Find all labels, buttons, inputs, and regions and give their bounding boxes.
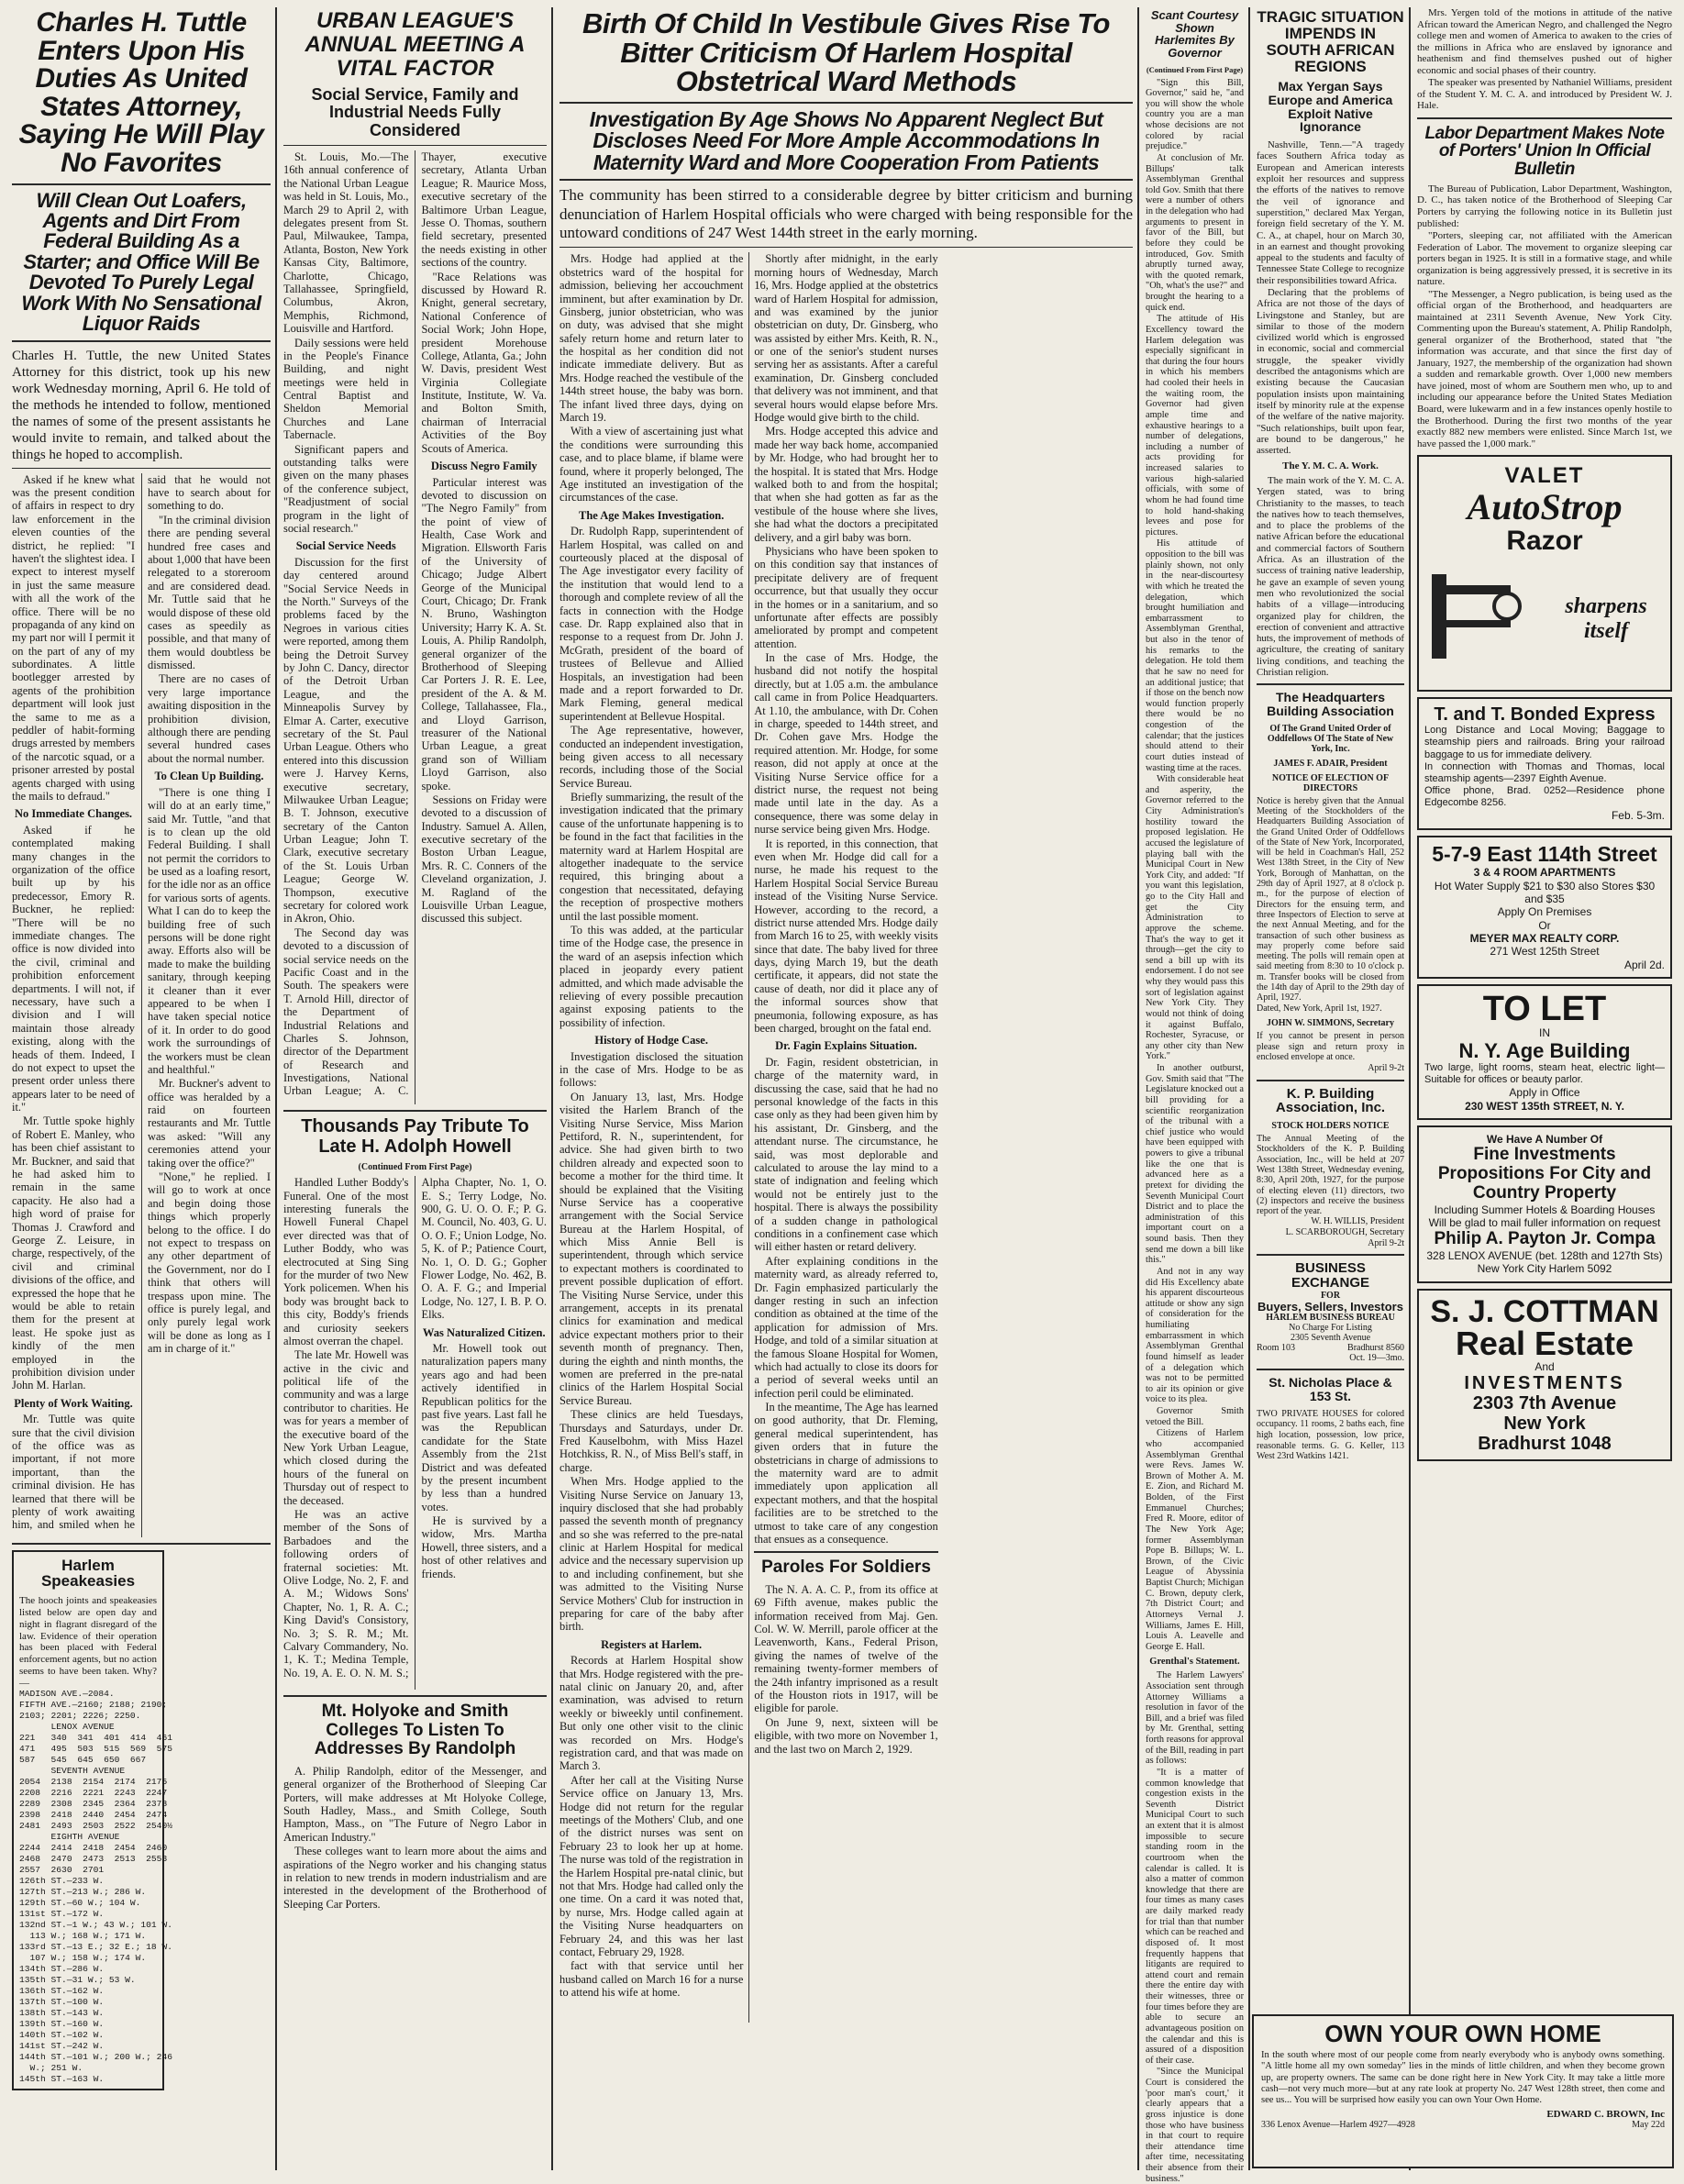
paragraph: "It is a matter of common knowledge that congestion exists in the Seventh District Municipal Court to such an extent that it is almost impossible to secure standing room in the courtroom when the calendar is called. It is also a matter of common knowledge that there are four times as many cases are daily marked ready for trial than that number which can be reached and disposed of. It most frequently happens that litigants are required to attend court and remain there the entire day with their witnesses, three or four times before they are able to secure an advantageous position on the calendar and this is assured of a disposition of their case. <box>1146 1767 1244 2066</box>
headquarters-notice-line: NOTICE OF ELECTION OF DIRECTORS <box>1271 772 1390 793</box>
subheading: Registers at Harlem. <box>601 1637 703 1651</box>
paragraph: The attitude of His Excellency toward the Harlem delegation was especially significant in that during the four hours in which his members had cooled their heels in the waiting room, the Governor had given ample time and exhaustive hearings to a number of delegations, including a number of acts providing for increased salaries to various high-salaried officials, with some of whom he had found time to hold hand-shaking levees and pose for pictures. <box>1146 314 1244 538</box>
paragraph: Shortly after midnight, in the early morning hours of Wednesday, March 16, Mrs. Hodge applied at the obstetrics ward of Harlem Hospital for admission, and was examined by the junior obstetrician on duty, Dr. Ginsberg, who was assisted by either Mrs. Keith, R. N., or one of the senior's student nurses serving her as assistants. After a careful examination, Dr. Ginsberg concluded that delivery was not imminent, and that several hours would elapse before Mrs. Hodge would give birth to the child. <box>754 252 938 425</box>
headquarters-date: Dated, New York, April 1st, 1927. <box>1257 1003 1382 1014</box>
to-let-ad <box>1417 984 1672 1120</box>
column-rule <box>1248 7 1250 2170</box>
column-rule <box>1137 7 1139 2170</box>
business-exchange-sub: Buyers, Sellers, Investors <box>1257 1299 1403 1314</box>
payton-including: Including Summer Hotels & Boarding Houses <box>1434 1203 1656 1217</box>
paragraph: The Second day was devoted to a discussion of social service needs on the Pacific Coast and in the South. The speakers were T. Arnold Hill, director of the Department of Industrial Relations and Charles S. Johnson, director of the Department of Research and Investigations, National Urban League; A. C. Thayer, executive secretary, Atlanta Urban League; R. Maurice Moss, executive secretary of the Baltimore Urban League, Jesse O. Thomas, southern field secretary, presented the needs existing in other sections of the country. <box>283 150 547 1098</box>
kp-body: The Annual Meeting of the Stockholders of the K. P. Building Association, Inc., will be held at 207 West 138th Street, Wednesday evening, 8:30, April 20th, 1927, for the purpose of electing eleven (11) directors, two (2) inspectors and receive the business report of the year. <box>1257 1134 1404 1217</box>
business-exchange-end: Oct. 19—3mo. <box>1349 1353 1404 1364</box>
apartments-ad <box>1417 836 1672 979</box>
paragraph: To this was added, at the particular time of the Hodge case, the presence in the ward of an asepsis infection which placed in jeopardy every patient admitted, and which made advisable the relieving of every possible precaution against exposing patients to the possibility of infection. <box>559 924 744 1029</box>
headquarters-secretary: JOHN W. SIMMONS, Secretary <box>1267 1018 1394 1029</box>
paragraph: Physicians who have been spoken to on this condition say that instances of precipitate delivery are of frequent occurrence, but that usually they occur in the homes or in a sanitarium, and so unfortunate after effects are possibly ameliorated by prompt and competent attention. <box>754 544 938 650</box>
headquarters-president: JAMES F. ADAIR, President <box>1273 758 1388 769</box>
to-let-in: IN <box>1539 1026 1550 1040</box>
paragraph: "None," he replied. I will go to work at once and begin doing those things which properly belong to the office. I do not expect to trespass on any other department of the Government, nor do I think that others will trespass upon mine. The office is purely legal, and only purely legal work will be done as long as I am in charge of it." <box>148 1170 271 1356</box>
paragraph: Mr. Buckner's advent to office was heralded by a raid on fourteen restaurants and Mr. Tuttle was asked: "Will any ceremonies attend your taking over the office?" <box>148 1077 271 1170</box>
howell-headline: Thousands Pay Tribute To Late H. Adolph Howell <box>301 1116 529 1157</box>
cottman-address: 2303 7th Avenue <box>1472 1392 1617 1414</box>
kp-secretary: L. SCARBOROUGH, Secretary <box>1285 1227 1404 1238</box>
paragraph: Mr. Tuttle spoke highly of Robert E. Manley, who has been chief assistant to Mr. Buckner, and said that he had asked him to remain in the same capacity. He also had a high word of praise for Thomas J. Crawford and George Z. Leisure, in charge, respectively, of the civil and criminal divisions of the office, and expressed the hope that he would be able to retain them for the present at least. He spoke just as kindly of the men employed in the prohibition division under John M. Harlan. <box>12 1114 135 1392</box>
urban-league-headline: URBAN LEAGUE'S ANNUAL MEETING A VITAL FACTOR <box>305 8 526 81</box>
paragraph: His attitude of opposition to the bill was plainly shown, not only in the near-discourtesy with which he treated the delegation, which brought humiliation and embarrassment to Assemblyman Grenthal, but also in the tenor of his remarks to the delegation. He told them that he saw no need for an additional justice; that if those on the bench now would function properly there would be no congestion of the calendar; that the justices should attend to their court duties instead of wasting time at the races. <box>1146 538 1244 773</box>
holyoke-body <box>283 1765 547 1911</box>
paragraph: After her call at the Visiting Nurse Service office on January 13, Mrs. Hodge did not return for the regular meetings of the Mothers' Club, and one of the district nurses was sent on February 23 to look her up at home. The nurse was told of the registration in the Harlem Hospital pre-natal clinic, but not that Mrs. Hodge had called only the one time. On a card it was noted that, by nurse, Mrs. Hodge called again at the Visiting Nurse headquarters on February 24, and this was her last contact, February 29, 1928. <box>559 1773 744 1958</box>
own-home-footer <box>1261 2120 1665 2130</box>
paragraph: "There is one thing I will do at an early time," said Mr. Tuttle, "and that is to clean up the old Federal Building. I shall not permit the corridors to be used as a loafing resort, for the idle nor as an office for various sorts of agents. What I can do to keep the building free of such persons will be done right away. Efforts also will be made to make the building sanitary, through keeping it cleaner than it ever appeared to be when I have taken special notice of it. In order to do good work the surroundings of the workers must be clean and healthful." <box>148 785 271 1076</box>
paragraph: Dr. Rudolph Rapp, superintendent of Harlem Hospital, was called on and courteously placed at the disposal of The Age investigator every facility of the institution that would lend to a thorough and complete review of all the facts in connection with the Hodge case. Dr. Rapp explained also that in response to a request from Dr. John J. McGrath, president of the board of trustees of Bellevue and Allied Hospitals, an investigation had been made and a report forwarded to Dr. Mark Fleming, general medical superintendent at Bellevue Hospital. <box>559 525 744 723</box>
paragraph: On June 9, next, sixteen will be eligible, with two more on November 1, and the last two on March 2, 1929. <box>754 1715 938 1756</box>
paragraph: With a view of ascertaining just what the conditions were surrounding this case, and to place blame, if blame were found, where it properly belonged, The Age instituted an investigation of the circumstances of the case. <box>559 425 744 504</box>
headquarters-proxy: If you cannot be present in person please sign and return proxy in enclosed envelope at once. <box>1257 1031 1404 1063</box>
kp-notice-line: STOCK HOLDERS NOTICE <box>1271 1121 1390 1132</box>
paragraph: In the meantime, The Age has learned on good authority, that Dr. Fleming, general medical superintendent, has given orders that in future the obstetricians in charge of admissions to the maternity ward are to admit immediately upon application all expectant mothers, and that the hospital facilities are to be stretched to the utmost to take care of any congestion that ensues as a consequence. <box>754 1401 938 1546</box>
subheading: Was Naturalized Citizen. <box>422 1325 546 1339</box>
subheading: Social Service Needs <box>295 539 396 553</box>
column-1 <box>7 7 275 2170</box>
paragraph: Handled Luther Boddy's Funeral. One of the most interesting funerals the Howell Funeral Chapel ever directed was that of Luther Boddy, who was electrocuted at Sing Sing for the murder of two New York policemen. When his body was brought back to this city, Boddy's friends and curiosity seekers almost overran the chapel. <box>283 1176 409 1347</box>
governor-body <box>1146 78 1244 2184</box>
paragraph: Dr. Fagin, resident obstetrician, in charge of the maternity ward, in discussing the case, said that he had no personal knowledge of the facts in this case only as they had been given him by his assistant, Dr. Ginsberg, and the attendant nurse. The circumstance, he said, was most deplorable and calculated to arouse the lay mind to a state of indignation and feeling which would not be entirely just to the hospital. There is always the possibility of a sudden change in pathological conditions in a confinement case which will either hasten or retard delivery. <box>754 1055 938 1254</box>
autostrop-ad <box>1417 455 1672 692</box>
column-6 <box>1413 7 1677 2007</box>
paragraph: Declaring that the problems of Africa are not those of the days of Livingstone and Stanley, but are similar to those of the modern civilized world which is engrossed in economic, social and commercial struggle, the speaker vividly described the antagonisms which are existing because the Caucasian population insists upon maintaining itself by minority rule at the expense of the welfare of the native majority. "Such relationships, built upon fear, are bound to be dangerous," he asserted. <box>1257 286 1404 457</box>
own-home-address: 336 Lenox Avenue—Harlem 4927—4928 <box>1261 2120 1415 2131</box>
paragraph: "In the criminal division there are pending several hundred free cases and about 1,000 that have been relegated to a storeroom and are considered dead. Mr. Tuttle said that he would dispose of these old cases as speedily as possible, and that many of them would doubtless be dismissed. <box>148 513 271 672</box>
to-let-address: 230 WEST 135th STREET, N. Y. <box>1465 1099 1624 1113</box>
continued-note: (Continued From First Page) <box>1146 64 1244 74</box>
divider <box>12 183 271 185</box>
paragraph: "Since the Municipal Court is considered the 'poor man's court,' it clearly appears that a gross injustice is done those who have business in that court to require their attendance time after time, necessitating their absence from their business." <box>1146 2067 1244 2184</box>
column-2 <box>279 7 551 2170</box>
subheading: No Immediate Changes. <box>14 807 133 821</box>
tuttle-body <box>12 473 271 1537</box>
paragraph: Asked if he contemplated making many changes in the organization of the office built up by his predecessor, Emory R. Buckner, he replied: "There will be no immediate changes. The office is now divided into the civil, criminal and prohibition enforcement departments. I will not, if necessary, have such a division and I will maintain those already existing, along with the heads of them. Indeed, I do not expect to upset the present order unless there appears later to be need of it." <box>12 823 135 1114</box>
divider <box>12 468 271 469</box>
apartments-or: Or <box>1538 918 1551 932</box>
divider <box>283 145 547 146</box>
divider <box>754 1551 937 1553</box>
apartments-body: Hot Water Supply $21 to $30 also Stores $30 and $35 <box>1434 879 1656 905</box>
payton-glad: Will be glad to mail fuller information on request <box>1428 1216 1661 1230</box>
paragraph: These colleges want to learn more about the aims and aspirations of the Negro worker and his changing status in relation to new trends in modern industrialism and are interested in the development of the Brotherhood of Sleeping Car Porters. <box>283 1845 547 1911</box>
paragraph: The main work of the Y. M. C. A. Yergen stated, was to bring Christianity to the masses, to teach the natives how to teach themselves, and to place the problems of the native African before the educational and commercial factors of Southern Africa. As an illustration of the success of training native leadership, he gave an example of seven young men who revolutionized the social habits of a village—introducing organized play for children, the erection of convenient and attractive huts, the improvement of methods of agriculture, the creating of sanitary living conditions, and teaching the Christian religion. <box>1257 474 1404 679</box>
column-rule <box>1409 7 1411 2170</box>
divider <box>559 179 1133 181</box>
apartments-sub: 3 & 4 ROOM APARTMENTS <box>1473 866 1616 880</box>
yergen-continued <box>1417 7 1672 112</box>
to-let-title: TO LET <box>1482 990 1607 1029</box>
express-end: Feb. 5-3m. <box>1611 809 1665 823</box>
to-let-sub: N. Y. Age Building <box>1458 1038 1631 1062</box>
holyoke-headline: Mt. Holyoke and Smith Colleges To Listen To Addresses By Randolph <box>314 1702 516 1759</box>
urban-league-subhead: Social Service, Family and Industrial Needs Fully Considered <box>311 84 519 139</box>
paragraph: A. Philip Randolph, editor of the Messenger, and general organizer of the Brotherhood of Sleeping Car Porters, will make addresses at Mt Holyoke College, South Hadley, Mass., and Smith College, South Hampton, Mass., on "The Future of Negro Labor in American Industry." <box>283 1764 547 1844</box>
continued-note: (Continued From First Page) <box>358 1162 472 1173</box>
business-exchange-address: 2305 Seventh Avenue <box>1290 1333 1371 1344</box>
payton-title: Fine Investments Propositions For City and Country Property <box>1437 1145 1652 1203</box>
labor-headline: Labor Department Makes Note of Porters' Union In Official Bulletin <box>1424 123 1665 179</box>
paragraph: It is reported, in this connection, that even when Mr. Hodge did call for a nurse, he made his request to the Harlem Hospital Social Service Bureau instead of the Visiting Nurse Service. However, according to the record, a district nurse attended Mrs. Hodge daily from March 16 to 25, with weekly visits since that date. The baby lived for three days, dying March 19, but the death certificate, it appears, did not state the cause of death, nor did it place any of the informal sources show that pneumonia, following exposure, as has been charged, brought on the fatal end. <box>754 837 938 1036</box>
subheading: The Age Makes Investigation. <box>578 508 725 522</box>
payton-address: 328 LENOX AVENUE (bet. 128th and 127th Sts) New York City Harlem 5092 <box>1426 1248 1663 1276</box>
paragraph: At conclusion of Mr. Billups' talk Assemblyman Grenthal told Gov. Smith that there were a number of others in the delegation who had arguments to present in favor of the Bill, but before they could be introduced, Gov. Smith abruptly turned away, with the quoted remark, "Oh, what's the use?" and brought the hearing to a quick end. <box>1146 152 1244 313</box>
column-rule <box>551 7 553 2170</box>
urban-league-body <box>283 150 547 1104</box>
paragraph: Nashville, Tenn.—"A tragedy faces Southern Africa today as European and American interests exploit her resources and suppress the efforts of the natives to remove the veil of ignorance and superstition," declared Max Yergan, foreign field secretary of the Y. M. C. A., at chapel, hour on March 30, in an earnest and thought provoking appeal to the students and faculty of Tennessee State College to recognize their responsibilities toward Africa. <box>1257 139 1404 286</box>
paragraph: With considerable heat and asperity, the Governor referred to the City Administration's hostility toward the proposed legislation. He accused the legislature of playing ball with the Municipal Court in New York City, and added: "If you want this legislation, go to the City Hall and get the City Administration to approve the scheme. That's the way to get it through—get the city to send a bill up with its endorsement. I do not see why they would pass this sort of legislation against New York City. They would not think of doing it against Buffalo, Rochester, Syracuse, or any other city than New York." <box>1146 774 1244 1062</box>
paragraph: He was an active member of the Sons of Barbadoes and the following orders of fraternal societies: Mt. Olive Lodge, No. 2, F. and A. M.; Widows Sons' Chapter, No. 1, R. A. C.; King David's Consistory, No. 3; S. R. M.; Mt. Calvary Commandery, No. 1, K. T.; Medina Temple, No. 19, A. E. O. N. M. S.; Alpha Chapter, No. 1, O. E. S.; Terry Lodge, No. 900, G. U. O. O. F.; P. G. M. Council, No. 403, G. U. O. O. F.; Union Lodge, No. 5, K. of P.; Patience Court, No. 1, O. D. G.; Gopher Flower Lodge, No. 462, B. O. A. F. G.; and Imperial Lodge, No. 127, I. B. P. O. Elks. <box>283 1176 547 1680</box>
paragraph: After explaining conditions in the maternity ward, as already referred to, Dr. Fagin emphasized particularly the danger resting in such an infection condition as obtained at the time of the application for admission of Mrs. Hodge, and told of a similar situation at the famous Sloane Hospital for Women, which had actually to close its doors for a period of several weeks until an infection peril could be eliminated. <box>754 1254 938 1400</box>
to-let-apply: Apply in Office <box>1509 1086 1580 1100</box>
cottman-city: New York <box>1503 1413 1586 1434</box>
divider <box>559 102 1133 104</box>
paragraph: "Porters, sleeping car, not affiliated with the American Federation of Labor. The movement to organize sleeping car porters began in 1925. It is still in a formative stage, and while organization is being aggressively pressed, it is secretive in its nature. <box>1417 230 1672 288</box>
paragraph: St. Louis, Mo.—The 16th annual conference of the National Urban League was held in St. Louis, Mo., March 29 to April 2, with delegates present from St. Paul, Milwaukee, Tampa, Atlanta, Boston, New York Kansas City, Baltimore, Charlotte, Chicago, Tallahassee, Springfield, Columbus, Akron, Memphis, Richmond, Louisville and Hartford. <box>283 150 409 336</box>
subheading: Dr. Fagin Explains Situation. <box>775 1039 917 1053</box>
paragraph: Briefly summarizing, the result of the investigation indicated that the primary cause of the unfortunate happening is to be found in the fact that facilities in the maternity ward at Harlem Hospital are altogether inadequate to the service required, this bringing about a congestion that necessitated, defaying the reception of prospective mothers until the last possible moment. <box>559 791 744 923</box>
paragraph: On January 13, last, Mrs. Hodge visited the Harlem Branch of the Visiting Nurse Service, Miss Marion Pettiford, R. N., superintendent, for advice. She had given birth to two children already and expected soon to become a mother for the third time. It should be explained that the Visiting Nurse Service has a cooperative arrangement with the Social Service Bureau at the Harlem Hospital, of which Miss Annie Bell is superintendent, through which service to expectant mothers is coordinated to prevent possible duplication of effort. The Visiting Nurse Service, under this arrangement, accepts in its prenatal clinics for examination and medical advice expectant mothers prior to their seventh month of pregnancy. Then, during the eighth and ninth months, the women are preferred in the pre-natal clinics of the Harlem Hospital Social Service Bureau. <box>559 1090 744 1407</box>
paragraph: Significant papers and outstanding talks were given on the many phases of the conference subject, "Readjustment of social program in the light of social research." <box>283 442 409 535</box>
howell-body <box>283 1176 547 1690</box>
kp-title: K. P. Building Association, Inc. <box>1275 1085 1386 1116</box>
express-ad <box>1417 697 1672 830</box>
subheading: The Y. M. C. A. Work. <box>1282 460 1379 472</box>
column-rule <box>275 7 277 2170</box>
paragraph: Mr. Howell took out naturalization papers many years ago and had been actively identified in Republican politics for the past five years. Last fall he was the Republican candidate for the State Assembly from the 21st District and was defeated by the present incumbent by less than a hundred votes. <box>421 1342 547 1513</box>
paragraph: And not in any way did His Excellency abate his apparent discourteous attitude or show any sign of consideration for the humiliating embarrassment in which Assemblyman Grenthal found himself as leader of a delegation which was not to be permitted to air its opinion or give voice to its plea. <box>1146 1266 1244 1405</box>
speakeasies-title: Harlem Speakeasies <box>40 1556 136 1591</box>
hospital-subhead: Investigation By Age Shows No Apparent Neglect But Discloses Need For More Ample Accommodations In Maternity Ward and More Cooperation From Patients <box>589 106 1103 174</box>
paragraph: Investigation disclosed the situation in the case of Mrs. Hodge to be as follows: <box>559 1049 744 1090</box>
apartments-corp: MEYER MAX REALTY CORP. <box>1469 932 1620 946</box>
headquarters-title: The Headquarters Building Association <box>1267 690 1394 718</box>
tuttle-lead: Charles H. Tuttle, the new United States Attorney for this district, took up his new work Wednesday morning, April 6. He told of the methods he intended to follow, mentioned the names of some of the present assistants he would invite to remain, and talked about the things he hoped to accomplish. <box>12 348 271 462</box>
subheading: To Clean Up Building. <box>154 770 264 783</box>
st-nicholas-ad <box>1257 1376 1404 1461</box>
cottman-investments: INVESTMENTS <box>1464 1372 1625 1393</box>
st-nicholas-title: St. Nicholas Place & 153 St. <box>1269 1375 1392 1404</box>
africa-headline: TRAGIC SITUATION IMPENDS IN SOUTH AFRICAN REGIONS <box>1257 8 1404 75</box>
paragraph: Mrs. Yergen told of the motions in attitude of the native African toward the American Negro, and challenged the Negro college men and women of America to awaken to the cries of the millions in Africa who are enslaved by ignorance and heathenism and find themselves pushed out of higher economic and social phases of their country. <box>1417 7 1672 76</box>
divider <box>1257 1080 1404 1081</box>
paragraph: Citizens of Harlem who accompanied Assemblyman Grenthal were Revs. James W. Brown of Mother A. M. E. Zion, and Richard M. Bolden, of the First Emmanuel Churches; Fred R. Moore, editor of The New York Age; former Assemblyman Pope B. Billups; W. L. Brown, of the Civic League of Abyssinia Baptist Church; Michigan C. Brown, deputy clerk, 7th District Court; and Attorneys Vernal J. Williams, James E. Hill, Louis A. Leavelle and George E. Hall. <box>1146 1428 1244 1652</box>
paragraph: The Age representative, however, conducted an independent investigation, being given access to all necessary records, including those of the Social Service Bureau. <box>559 724 744 790</box>
cottman-and: And <box>1534 1359 1555 1373</box>
subheading: Discuss Negro Family <box>430 460 537 473</box>
paragraph: "Race Relations was discussed by Howard R. Knight, general secretary, National Conference of Social Work; John Hope, president Morehouse College, Atlanta, Ga.; John W. Davis, president West Virginia Collegiate Institute, Institute, W. Va. and Bolton Smith, chairman of Interracial Activities of the Boy Scouts of America. <box>421 270 547 455</box>
divider <box>12 340 271 342</box>
business-exchange-ad <box>1257 1261 1404 1363</box>
apartments-title: 5-7-9 East 114th Street <box>1432 841 1657 866</box>
paragraph: When Mrs. Hodge applied to the Visiting Nurse Service on January 13, inquiry disclosed that she had probably passed the seventh month of pregnancy and so she was referred to the pre-natal clinic at Harlem Hospital for medical advice and the necessary supervision up to and including confinement, but she was admitted to the Visiting Nurse Service Mothers' Club for instruction in preparing for care of the baby after birth. <box>559 1475 744 1634</box>
express-title: T. and T. Bonded Express <box>1434 704 1656 726</box>
kp-end: April 9-2t <box>1368 1237 1404 1248</box>
own-home-body: In the south where most of our people come from nearly everybody who is anybody owns something. "A little home all my own someday" lies in the minds of little children, and when they become grown up, are property owners. The same can be done right here in New York City. It may take a little more cash—not very much more—but at any rate look at property No. 247 West 128th street, then come and see us... You will be surprised how easily you can own Your Own Home. <box>1261 2050 1665 2105</box>
business-exchange-line: No Charge For Listing <box>1289 1323 1372 1334</box>
express-phone: Office phone, Brad. 0252—Residence phone Edgecombe 8256. <box>1424 785 1665 809</box>
apartments-address: 271 West 125th Street <box>1490 945 1600 959</box>
africa-body <box>1257 139 1404 678</box>
business-exchange-room: Room 103 <box>1257 1343 1295 1354</box>
divider <box>1257 683 1404 685</box>
business-exchange-name: HARLEM BUSINESS BUREAU <box>1266 1313 1395 1324</box>
own-home-ad <box>1252 2014 1674 2168</box>
hospital-body <box>559 252 1133 2023</box>
business-exchange-phone: Bradhurst 8560 <box>1347 1343 1404 1354</box>
paragraph: The N. A. A. C. P., from its office at 69 Fifth avenue, makes public the information received from Maj. Gen. Col. W. W. Merrill, parole officer at the Leavenworth, Kans., Federal Prison, giving the names of twelve of the remaining twenty-former members of the 24th infantry imprisoned as a result of the Houston riots in 1917, will be eligible for parole. <box>754 1582 938 1715</box>
paragraph: Discussion for the first day centered around "Social Service Needs in the North." Surveys of the problems faced by the Negroes in various cities were reported, among them being the Detroit Survey by John C. Dancy, director of the Detroit Urban League, and the Minneapolis Survey by Elmar A. Carter, executive secretary of the St. Paul Urban League. Others who entered into this discussion were J. Harvey Kerns, executive secretary, Milwaukee Urban League; B. T. Johnson, executive secretary of the Canton Urban League; John T. Clark, executive secretary of the St. Louis Urban League; George W. Thompson, executive secretary for colored work in Akron, Ohio. <box>283 555 409 926</box>
autostrop-razor: Razor <box>1506 525 1583 556</box>
autostrop-valet: VALET <box>1504 463 1585 489</box>
paragraph: These clinics are held Tuesdays, Thursdays and Saturdays, under Dr. Fred Kauselbohm, with Miss Hazel Hotchkiss, R. N., of Miss Bell's staff, in charge. <box>559 1408 744 1474</box>
autostrop-brand: AutoStrop <box>1467 485 1623 527</box>
payton-have: We Have A Number Of <box>1486 1132 1603 1146</box>
paragraph: The late Mr. Howell was active in the civic and political life of the community and was a large contributor to charities. He was for years a member of the executive board of the New York Urban League, which closed during the hours of the funeral on Thursday out of respect to the deceased. <box>283 1348 409 1507</box>
express-body-2: In connection with Thomas and Thomas, local steamship agents—2397 Eighth Avenue. <box>1424 760 1665 784</box>
own-home-date: May 22d <box>1632 2120 1665 2131</box>
divider <box>1257 1369 1404 1370</box>
kp-notice <box>1257 1087 1404 1249</box>
payton-ad <box>1417 1125 1672 1283</box>
divider <box>559 247 1133 248</box>
headquarters-end: April 9-2t <box>1368 1063 1404 1073</box>
paragraph: Sessions on Friday were devoted to a discussion of Industry. Samuel A. Allen, executive secretary of the Boston Urban League, Mrs. R. C. Conners of the Cleveland organization, J. M. Ragland of the Louisville Urban League, discussed this subject. <box>421 793 547 926</box>
paragraph: He is survived by a widow, Mrs. Martha Howell, three sisters, and a host of other relatives and friends. <box>421 1514 547 1580</box>
paragraph: Mrs. Hodge accepted this advice and made her way back home, accompanied by Mr. Hodge, who had brought her to the hospital. It is stated that Mrs. Hodge walked both to and from the hospital; that when she had gotten as far as the vestibule of the house where she lives, she had what the doctors a precipitated delivery, and a girl baby was born. <box>754 425 938 544</box>
paragraph: The Harlem Lawyers' Association sent through Attorney Williams a resolution in favor of the Bill, and a brief was filed by Mr. Grenthal, setting forth reasons for approval of the Bill, reading in part as follows: <box>1146 1670 1244 1767</box>
paragraph: "Sign this Bill, Governor," said he, "and you will show the whole country you are a man whose decisions are not colored by racial prejudice." <box>1146 77 1244 152</box>
kp-president: W. H. WILLIS, President <box>1311 1216 1404 1227</box>
labor-body <box>1417 183 1672 449</box>
divider <box>12 1543 271 1545</box>
paragraph: fact with that service until her husband called on March 16 for a nurse to attend his wife at home. <box>559 1959 744 2000</box>
paragraph: Daily sessions were held in the People's Finance Building, and night meetings were held in Central Baptist and Sheldon Memorial Churches and Lane Tabernacle. <box>283 336 409 442</box>
paroles-headline: Paroles For Soldiers <box>761 1558 931 1578</box>
subheading: Plenty of Work Waiting. <box>14 1396 133 1410</box>
cottman-title: Real Estate <box>1455 1324 1634 1362</box>
paragraph: In the case of Mrs. Hodge, the husband did not notify the hospital directly, but at 1.05 a.m. the ambulance call came in from Police Headquarters. At 1.10, the ambulance, with Dr. Cohen in charge, speeded to 144th street, and Dr. Cohen gave Mrs. Hodge the required attention. Mr. Hodge, for some reason, did not apply at once at the Visiting Nurse Service office for a district nurse, the request not being made until late in the day. As a consequence, there was some delay in nurse service being given Mrs. Hodge. <box>754 651 938 837</box>
africa-subhead: Max Yergan Says Europe and America Exploit Native Ignorance <box>1268 79 1393 135</box>
express-body: Long Distance and Local Moving; Baggage to steamship piers and railroads. Bring your railroad baggage to us for immediate delivery. <box>1424 725 1665 760</box>
divider <box>1417 117 1672 119</box>
divider <box>283 1695 547 1697</box>
column-3 <box>555 7 1137 2170</box>
autostrop-slogan: sharpens itself <box>1565 594 1647 644</box>
to-let-body: Two large, light rooms, steam heat, electric light—Suitable for offices or beauty parlor. <box>1424 1061 1665 1086</box>
cottman-ad <box>1417 1289 1672 1461</box>
speakeasies-box <box>12 1550 172 2090</box>
paragraph: "The Messenger, a Negro publication, is being used as the official organ of the Brotherhood, and headquarters are maintained at 2311 Seventh Avenue, New York City. Commenting upon the Bureau's statement, A. Philip Randolph, general organizer of the Brotherhood, stated that "the information was accurate, and that since the first day of January, 1927, the membership of the organization had shown a sudden and remarkable growth. Over 1,000 new members have joined, most of whom are Southern men who, up to and including our appearance before the United States Mediation Board, were lukewarm and in a few instances openly hostile to the Brotherhood. During the first two months of the year exactly 882 new members were enlisted. Since March 1st, we have passed the 1,000 mark." <box>1417 288 1672 449</box>
tuttle-headline: Charles H. Tuttle Enters Upon His Duties As United States Attorney, Saying He Will Play No Favorites <box>18 7 264 178</box>
paragraph: The Bureau of Publication, Labor Department, Washington, D. C., has taken notice of the Brotherhood of Sleeping Car Porters by carrying the following notice in its Bulletin just published: <box>1417 183 1672 229</box>
paragraph: In another outburst, Gov. Smith said that "The Legislature knocked out a bill providing for a scientific reorganization of the tribunal with a chief justice who would have been equipped with powers to give a tribunal like the one that is advanced here as a pretext for dividing the Seventh Municipal Court District and to place the administration of this important court on a sound basis. Then they send me down a bill like this." <box>1146 1063 1244 1266</box>
own-home-title: OWN YOUR OWN HOME <box>1324 2020 1601 2047</box>
speakeasies-list: MADISON AVE.—2084. FIFTH AVE.—2160; 2188; 2190; 2103; 2201; 2226; 2250. LENOX AVENUE 221 340 341 401 414 461 471 495 503 515 569 575 587 545 645 650 667 SEVENTH AVENUE 2054 2138 2154 2174 2175 2208 2216 2221 2243 2247 2289 2308 2345 2364 2378 2398 2418 2440 2454 2474 2481 2493 2503 2522 2540½ EIGHTH AVENUE 2244 2414 2418 2454 2460 2468 2470 2473 2513 2553 2557 2630 2701 126th ST.—233 W. 127th ST.—213 W.; 286 W. 129th ST.—60 W.; 104 W. 131st ST.—172 W. 132nd ST.—1 W.; 43 W.; 101 W. 113 W.; 168 W.; 171 W. 133rd ST.—13 E.; 32 E.; 18 W. 107 W.; 158 W.; 174 W. 134th ST.—286 W. 135th ST.—31 W.; 53 W. 136th ST.—162 W. 137th ST.—100 W. 138th ST.—143 W. 139th ST.—160 W. 140th ST.—102 W. 141st ST.—242 W. 144th ST.—101 W.; 200 W.; 246 W.; 251 W. 145th ST.—163 W. <box>19 1689 172 2084</box>
business-exchange-contact <box>1257 1343 1404 1353</box>
business-exchange-title: BUSINESS EXCHANGE <box>1291 1260 1369 1291</box>
headquarters-sub: Of The Grand United Order of Oddfellows Of The State of New York, Inc. <box>1267 723 1394 754</box>
tuttle-subhead: Will Clean Out Loafers, Agents and Dirt From Federal Building As a Starter; and Office Will Be Devoted To Purely Legal Work With No Sensational Liquor Raids <box>21 188 261 336</box>
payton-name: Philip A. Payton Jr. Compa <box>1434 1228 1656 1248</box>
paragraph: Mr. Tuttle was quite sure that the civil division of the office was as important, if not more important, than the criminal division. He has learned that there will be plenty of work awaiting him, and smiled when he said that he would not have to search about for something to do. <box>12 472 271 1532</box>
divider <box>1257 1254 1404 1256</box>
divider <box>283 1110 547 1112</box>
own-home-signature: EDWARD C. BROWN, Inc <box>1546 2109 1665 2121</box>
hospital-lead: The community has been stirred to a considerable degree by bitter criticism and burning denunciation of Harlem Hospital officials who were charged with being responsible for the untoward conditions of 247 West 144th street in the early morning. <box>559 186 1133 241</box>
subheading: History of Hodge Case. <box>594 1034 708 1048</box>
paragraph: Records at Harlem Hospital show that Mrs. Hodge registered with the pre-natal clinic on January 20, and, after examination, was advised to return weekly or biweekly until confinement. But only one other visit to the clinic was recorded on Mrs. Hodge's registration card, and that was made on March 3. <box>559 1654 744 1773</box>
st-nicholas-body: TWO PRIVATE HOUSES for colored occupancy. 11 rooms, 2 baths each, fine high location, possession, low price, reasonable terms. G. G. Keller, 113 West 23rd Watkins 1421. <box>1257 1408 1404 1462</box>
apartments-end: April 2d. <box>1623 958 1665 971</box>
hospital-headline: Birth Of Child In Vestibule Gives Rise To Bitter Criticism Of Harlem Hospital Obstetrical Ward Methods <box>582 7 1110 98</box>
headquarters-notice <box>1257 691 1404 1073</box>
paragraph: There are no cases of very large importance awaiting disposition in the prohibition division, although there are pending several hundred cases about the normal number. <box>148 672 271 765</box>
column-4 <box>1141 7 1248 2184</box>
paragraph: Mrs. Hodge had applied at the obstetrics ward of the hospital for admission, believing her accouchment imminent, but after examination by Dr. Ginsberg, junior obstetrician, who was on duty, was advised that she might safely return home and return later to the hospital as her condition did not indicate immediate delivery. But as Mrs. Hodge reached the vestibule of the 144th street house, the baby was born. The infant lived three days, dying on March 19. <box>559 252 744 425</box>
razor-icon <box>1424 565 1525 666</box>
speakeasies-intro: The hooch joints and speakeasies listed below are open day and night in flagrant disregard of the law. Evidence of their operation has been placed with Federal enforcement agents, but no action seems to have been taken. Why? — <box>19 1595 157 1689</box>
governor-headline: Scant Courtesy Shown Harlemites By Governor <box>1150 8 1239 60</box>
paragraph: The speaker was presented by Nathaniel Williams, president of the Student Y. M. C. A. and introduced by President W. J. Hale. <box>1417 77 1672 112</box>
headquarters-body: Notice is hereby given that the Annual Meeting of the Stockholders of the Headquarters Building Association of the Grand United Order of Oddfellows of the State of New York, Incorporated, will be held in Coachman's Hall, 252 West 138th Street, in the City of New York, Borough of Manhattan, on the 29th day of April 1927, at 8 o'clock p. m., for the purpose of election of Directors for the ensuing term, and three Inspectors of Election to serve at the next Annual Meeting, and for the transaction of such other business as may properly come before said meeting. The polls will remain open at said meeting from 8:30 to 10 o'clock p. m. Transfer books will be closed from the 14th day of April to the 29th day of April, 1927. <box>1257 795 1404 1003</box>
paragraph: Particular interest was devoted to discussion on "The Negro Family" from the point of view of Health, Case Work and Migration. Ellsworth Faris of the University of Chicago; Judge Albert George of the Municipal Court, Chicago; Dr. Frank N. Bruno, Washington University; Harry K. A. St. Louis, A. Philip Randolph, general organizer of the Brotherhood of Sleeping Car Porters J. R. E. Lee, president of the A. & M. College, Tallahassee, Fla., and Lloyd Garrison, treasurer of the National Urban League, a great grand son of William Lloyd Garrison, also spoke. <box>421 475 547 793</box>
apartments-apply: Apply On Premises <box>1497 905 1592 919</box>
cottman-name: S. J. COTTMAN <box>1430 1293 1659 1329</box>
paragraph: Asked if he knew what was the present condition of affairs in respect to dry law enforcement in the eleven counties of the district, he replied: "I haven't the slightest idea. I expect to interest myself in just the same measure with all the work of the office. There will be no propaganda of any kind on my part nor will I permit it on the part of any of my subordinates. A little bootlegger arrested by agents of the prohibition department will look just the same to me as a peddler of habit-forming drugs arrested by members of the narcotic squad, or a prisoner arrested by postal agents charged with using the mails to defraud." <box>12 472 135 803</box>
paragraph: Governor Smith vetoed the Bill. <box>1146 1406 1244 1427</box>
business-exchange-for: FOR <box>1320 1290 1341 1301</box>
column-5 <box>1252 7 1409 2170</box>
subheading: Grenthal's Statement. <box>1149 1657 1240 1668</box>
cottman-phone: Bradhurst 1048 <box>1478 1433 1612 1454</box>
